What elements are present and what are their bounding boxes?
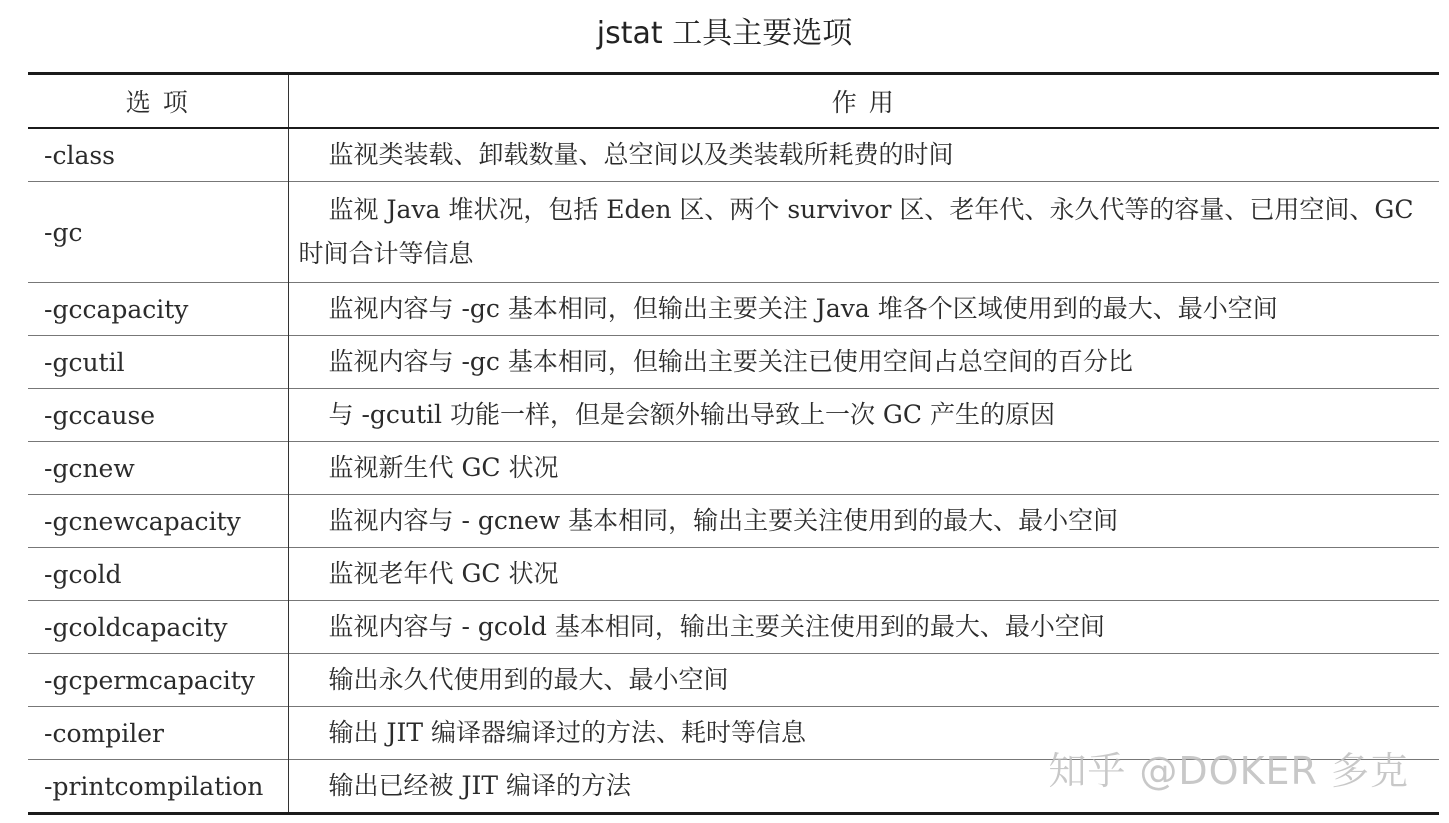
option-cell: -gc	[28, 182, 288, 283]
table-row	[28, 389, 1439, 442]
options-table-container	[28, 72, 1439, 815]
table-row	[28, 128, 1439, 182]
table-row	[28, 442, 1439, 495]
description-cell: 监视老年代 GC 状况	[328, 559, 559, 588]
table-row	[28, 283, 1439, 336]
description-cell: 监视内容与 - gcold 基本相同，输出主要关注使用到的最大、最小空间	[328, 612, 1105, 641]
option-cell: -printcompilation	[28, 760, 288, 814]
table-row	[28, 548, 1439, 601]
option-cell: -gccause	[28, 389, 288, 442]
option-cell: -gcnewcapacity	[28, 495, 288, 548]
description-cell: 输出 JIT 编译器编译过的方法、耗时等信息	[328, 718, 806, 747]
table-row	[28, 654, 1439, 707]
description-cell: 与 -gcutil 功能一样，但是会额外输出导致上一次 GC 产生的原因	[328, 400, 1055, 429]
description-cell: 监视内容与 -gc 基本相同，但输出主要关注已使用空间占总空间的百分比	[328, 347, 1133, 376]
description-cell: 监视新生代 GC 状况	[328, 453, 559, 482]
options-table	[28, 72, 1439, 815]
description-cell: 监视内容与 - gcnew 基本相同，输出主要关注使用到的最大、最小空间	[328, 506, 1119, 535]
description-cell: 监视内容与 -gc 基本相同，但输出主要关注 Java 堆各个区域使用到的最大、最小空间	[328, 294, 1278, 323]
description-cell: 输出已经被 JIT 编译的方法	[328, 771, 631, 800]
option-cell: -gcutil	[28, 336, 288, 389]
table-row	[28, 601, 1439, 654]
header-description: 作 用	[831, 88, 896, 117]
option-cell: -gcnew	[28, 442, 288, 495]
option-cell: -gcoldcapacity	[28, 601, 288, 654]
page-title: jstat 工具主要选项	[596, 16, 853, 51]
watermark-text: 知乎 @DOKER 多克	[1048, 749, 1409, 793]
table-header-row	[28, 74, 1439, 129]
option-cell: -gcold	[28, 548, 288, 601]
table-row	[28, 336, 1439, 389]
option-cell: -class	[28, 128, 288, 182]
description-cell: 监视 Java 堆状况，包括 Eden 区、两个 survivor 区、老年代、永久代等的容量、已用空间、GC 时间合计等信息	[298, 195, 1414, 268]
header-option: 选 项	[28, 74, 288, 129]
option-cell: -compiler	[28, 707, 288, 760]
description-cell: 输出永久代使用到的最大、最小空间	[328, 665, 729, 694]
option-cell: -gcpermcapacity	[28, 654, 288, 707]
table-row	[28, 182, 1439, 283]
table-row	[28, 495, 1439, 548]
description-cell: 监视类装载、卸载数量、总空间以及类装载所耗费的时间	[328, 140, 954, 169]
option-cell: -gccapacity	[28, 283, 288, 336]
